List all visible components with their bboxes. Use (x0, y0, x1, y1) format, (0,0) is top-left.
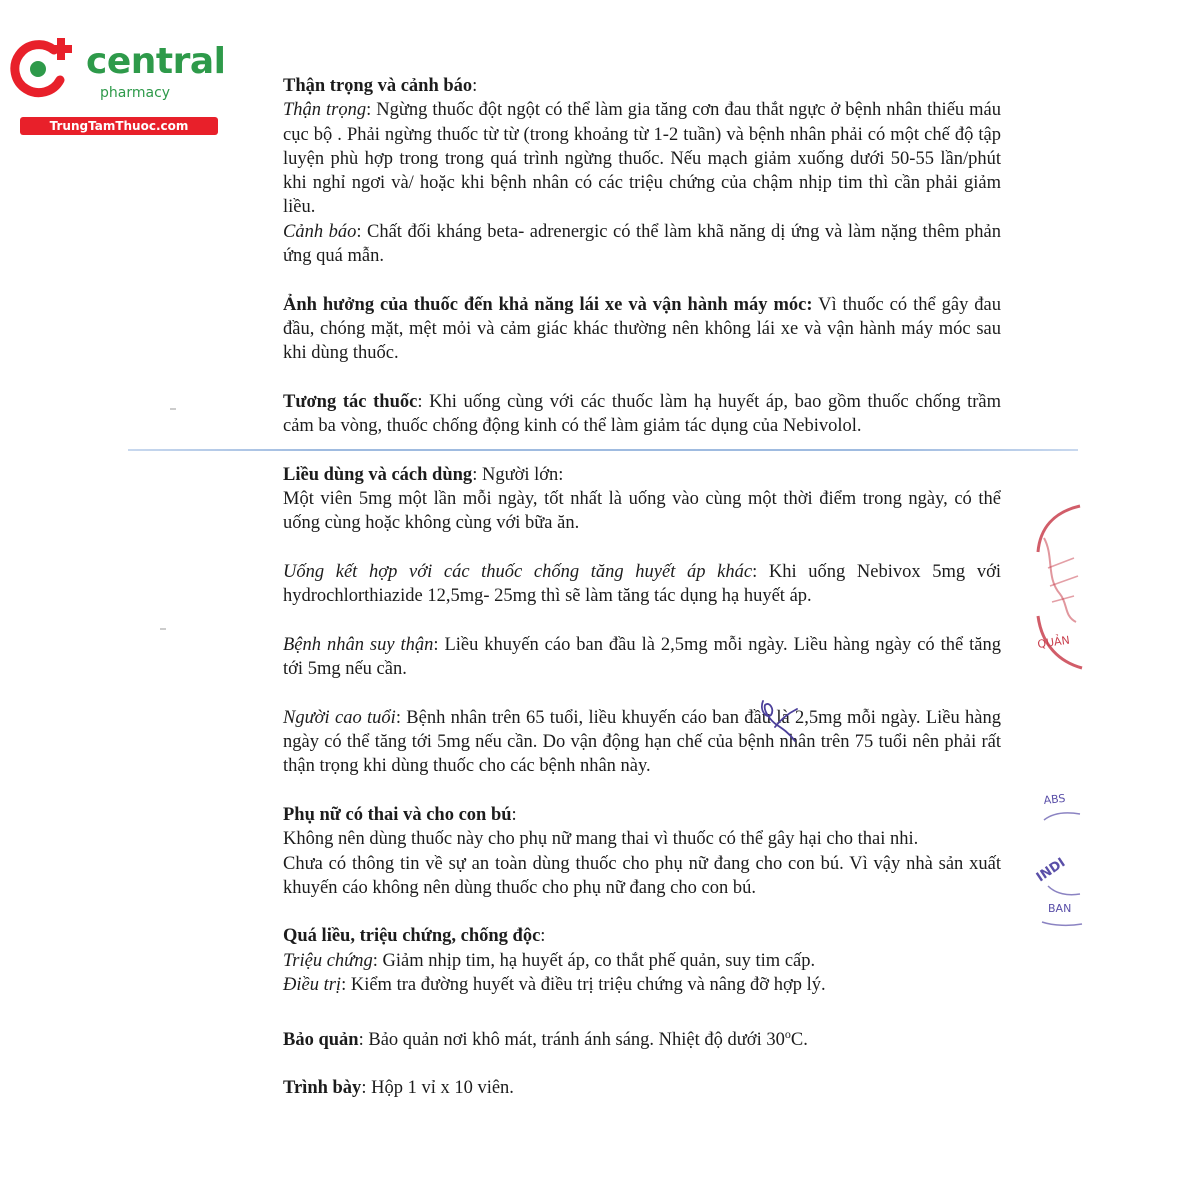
section-dosage-combination: Uống kết hợp với các thuốc chống tăng huyết áp khác: Khi uống Nebivox 5mg với hydrochlorthiazide 12,5mg- 25mg thì sẽ làm tăng tác dụng hạ huyết áp. (283, 561, 1001, 607)
section-precautions-heading: Thận trọng và cảnh báo: (283, 76, 478, 96)
section-overdose-symptoms: Triệu chứng: Giảm nhịp tim, hạ huyết áp, co thắt phế quản, suy tim cấp. (283, 950, 816, 971)
section-precautions-caution: Thận trọng: Ngừng thuốc đột ngột có thể làm gia tăng cơn đau thắt ngực ở bệnh nhân thiếu máu cục bộ . Phải ngừng thuốc từ từ (trong khoảng từ 1-2 tuần) và bệnh nhân phải có một chế độ tập luyện phù hợp trong trong quá trình ngừng thuốc. Nếu mạch giảm xuống dưới 50-55 lần/phút khi nghỉ ngơi và/ hoặc khi bệnh nhân có các triệu chứng của chậm nhịp tim thì cần phải giảm liều. (283, 100, 1001, 218)
pharmacy-cross-logo-icon (10, 36, 80, 100)
section-dosage-adult: Một viên 5mg một lần mỗi ngày, tốt nhất là uống vào cùng một thời điểm trong ngày, có thể uống cùng hoặc không cùng với bữa ăn. (283, 489, 1001, 534)
logo-sub-text: pharmacy (100, 85, 171, 101)
central-pharmacy-logo (10, 36, 226, 136)
document-body (283, 74, 1001, 1125)
section-overdose-treatment: Điều trị: Kiểm tra đường huyết và điều trị triệu chứng và nâng đỡ hợp lý. (283, 974, 826, 995)
blue-seal-stamp (1034, 786, 1084, 928)
section-dosage-elderly: Người cao tuổi: Bệnh nhân trên 65 tuổi, liều khuyến cáo ban đầu là 2,5mg mỗi ngày. Liều hàng ngày có thể tăng tới 5mg nếu cần. Do vận động hạn chế của bệnh nhân trên 75 tuổi nên phải rất thận trọng khi dùng thuốc cho các bệnh nhân này. (283, 707, 1002, 777)
svg-text:INDI: INDI (1034, 855, 1069, 886)
section-pregnancy-heading: Phụ nữ có thai và cho con bú: (283, 804, 517, 825)
scan-mark (160, 628, 166, 630)
handwritten-signature-mark (755, 697, 803, 745)
svg-text:BAN: BAN (1048, 902, 1072, 915)
section-dosage-renal: Bệnh nhân suy thận: Liều khuyến cáo ban đầu là 2,5mg mỗi ngày. Liều hàng ngày có thể tăng tới 5mg nếu cần. (283, 634, 1002, 680)
section-storage: Bảo quản: Bảo quản nơi khô mát, tránh ánh sáng. Nhiệt độ dưới 30$^o$C. (283, 1026, 808, 1050)
red-seal-stamp (1034, 498, 1084, 670)
section-overdose-heading: Quá liều, triệu chứng, chống độc: (283, 926, 546, 947)
section-presentation: Trình bày: Hộp 1 vỉ x 10 viên. (283, 1078, 514, 1099)
logo-brand-text: central (86, 41, 226, 82)
logo-site-banner: TrungTamThuoc.com (20, 117, 218, 135)
svg-text:QUẢN: QUẢN (1036, 633, 1071, 651)
section-interactions: Tương tác thuốc: Khi uống cùng với các thuốc làm hạ huyết áp, bao gồm thuốc chống trầm cảm ba vòng, thuốc chống động kinh có thể làm giảm tác dụng của Nebivolol. (283, 391, 1002, 437)
svg-text:ABS: ABS (1042, 791, 1067, 807)
section-pregnancy-text2: Chưa có thông tin về sự an toàn dùng thuốc cho phụ nữ đang cho con bú. Vì vậy nhà sản xuất khuyến cáo không nên dùng thuốc cho phụ nữ đang cho con bú. (283, 853, 1001, 898)
section-dosage-heading: Liều dùng và cách dùng: Người lớn: (283, 464, 564, 485)
section-pregnancy-text1: Không nên dùng thuốc này cho phụ nữ mang thai vì thuốc có thể gây hại cho thai nhi. (283, 829, 919, 850)
section-driving: Ảnh hưởng của thuốc đến khả năng lái xe và vận hành máy móc: Vì thuốc có thể gây đau đầu, chóng mặt, mệt mỏi và cảm giác khác thường nên không lái xe và vận hành máy móc sau khi dùng thuốc. (283, 294, 1002, 364)
scan-mark (170, 408, 176, 410)
section-precautions-warning: Cảnh báo: Chất đối kháng beta- adrenergic có thể làm khã năng dị ứng và làm nặng thêm phản ứng quá mẫn. (283, 221, 1002, 267)
